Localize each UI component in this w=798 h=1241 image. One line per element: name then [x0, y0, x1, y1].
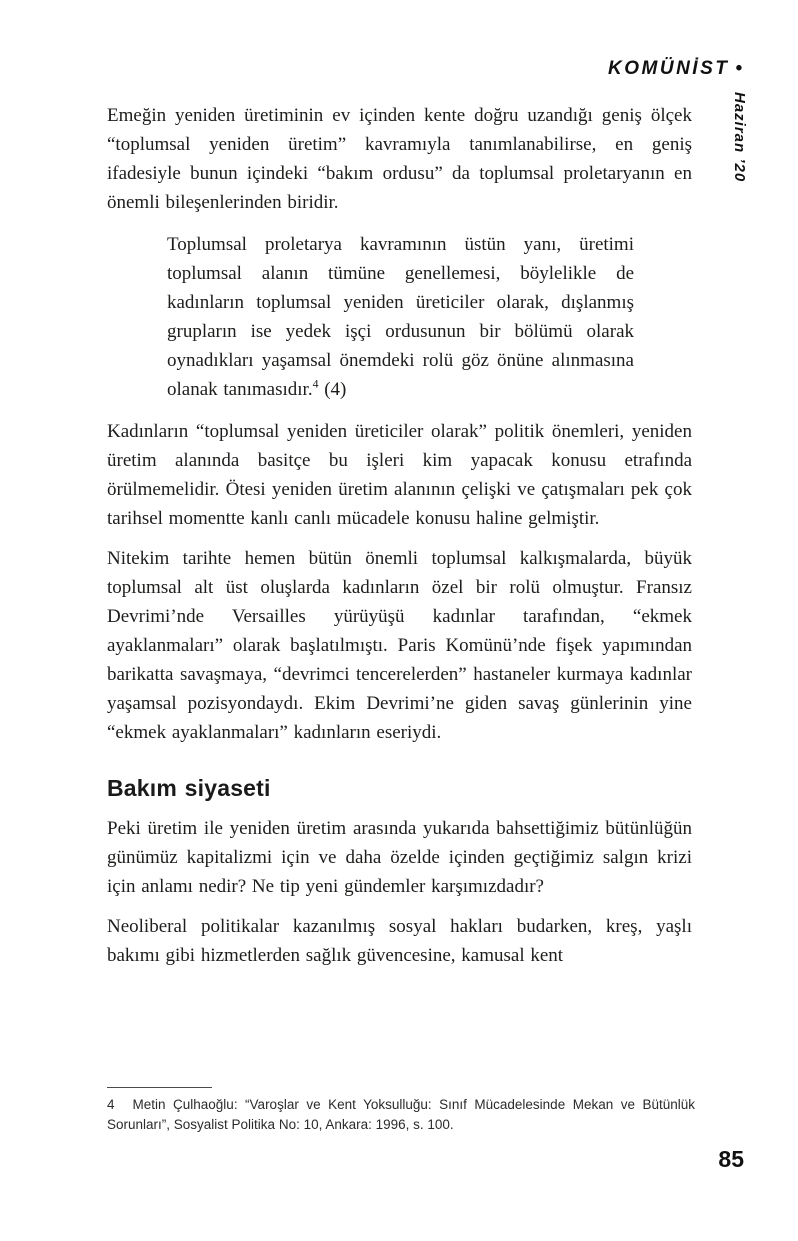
quote-ref-paren: (4) [324, 379, 347, 400]
footnote-text-line [107, 1095, 695, 1134]
footnote-divider [107, 1087, 212, 1088]
journal-title: KOMÜNİST [608, 58, 730, 79]
header-bullet-icon: • [735, 58, 742, 79]
footnote-text: Metin Çulhaoğlu: “Varoşlar ve Kent Yoksulluğu: Sınıf Mücadelesinde Mekan ve Bütünlük Sorunları”, Sosyalist Politika No: 10, Ankara: 1996, s. 100. [107, 1097, 695, 1132]
journal-header [608, 58, 742, 80]
quote-text: Toplumsal proletarya kavramının üstün yanı, üretimi toplumsal alanın tümüne genellemesi, böylelikle de kadınların toplumsal yeniden üreticiler olarak, dışlanmış grupların ise yedek işçi ordusunun bir bölümü olarak oynadıkları yaşamsal önemdeki rolü göz önüne alınmasına olanak tanımasıdır. [167, 234, 634, 400]
paragraph-1: Emeğin yeniden üretiminin ev içinden kente doğru uzandığı geniş ölçek “toplumsal yeniden üretim” kavramıyla tanımlanabilirse, en geniş ifadesiyle bunun içindeki “bakım ordusu” da toplumsal proletaryanın en önemli bileşenlerinden biridir. [107, 105, 692, 213]
page-body [107, 101, 692, 981]
paragraph-4: Peki üretim ile yeniden üretim arasında yukarıda bahsettiğimiz bütünlüğün günümüz kapitalizmi için ve daha özelde içinden geçtiğimiz salgın krizi için anlamı nedir? Ne tip yeni gündemler karşımızdadır? [107, 818, 692, 897]
section-heading: Bakım siyaseti [107, 775, 271, 801]
paragraph-5: Neoliberal politikalar kazanılmış sosyal hakları budarken, kreş, yaşlı bakımı gibi hizmetlerden sağlık güvencesine, kamusal kent [107, 916, 692, 966]
paragraph-3: Nitekim tarihte hemen bütün önemli toplumsal kalkışmalarda, büyük toplumsal alt üst oluşlarda kadınların özel bir rolü olmuştur. Fransız Devrimi’nde Versailles yürüyüşü kadınlar tarafından, “ekmek ayaklanmaları” olarak başlatılmıştı. Paris Komünü’nde fişek yapımından barikatta savaşmaya, “devrimci tencerelerden” hastaneler kurmaya kadınlar yaşamsal pozisyondaydı. Ekim Devrimi’ne giden savaş günlerinin yine “ekmek ayaklanmaları” kadınların eseriydi. [107, 548, 692, 743]
page-number: 85 [718, 1146, 744, 1172]
footnote [107, 1083, 695, 1134]
footnote-number: 4 [107, 1097, 115, 1112]
paragraph-2: Kadınların “toplumsal yeniden üreticiler olarak” politik önemleri, yeniden üretim alanında basitçe bu işleri kim yapacak konusu etrafında örülmemelidir. Ötesi yeniden üretim alanının çelişki ve çatışmaları pek çok tarihsel momentte kanlı canlı mücadele konusu haline gelmiştir. [107, 421, 692, 529]
footnote-reference-mark: 4 [312, 377, 319, 391]
issue-date: Haziran ’20 [731, 92, 748, 183]
blockquote [167, 230, 634, 404]
